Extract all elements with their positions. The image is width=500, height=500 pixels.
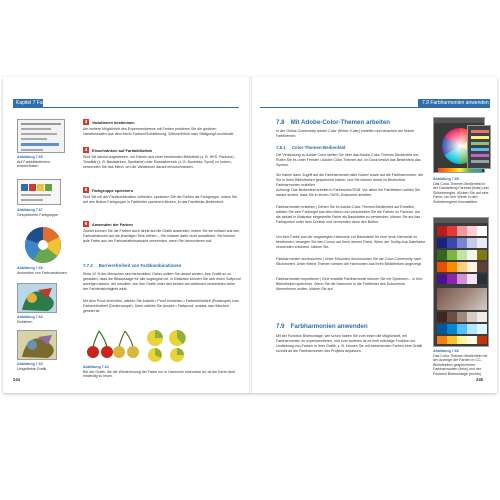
right-page [252, 77, 498, 393]
caption-fig-7-64: Abbildung 7.64 Bei der Grafik, die die Wiederholung der Farbe nur in Harmonie erkennbar ist, ist die Karte nicht eindeutig zu lesen. [83, 365, 236, 379]
right-running-head-text: 7.9 Farbharmonien anwenden [422, 100, 489, 106]
right-running-head [252, 99, 498, 108]
left-page-number: 244 [13, 377, 20, 382]
subsection-7-7-2-heading: 7.7.2 Barrierefreiheit von Farbkombinationen [83, 263, 182, 268]
step-4-marker: 4 [84, 147, 88, 152]
accessibility-body-2: Mit dem Proof einrichten, wählen Sie Ansicht • Proof einrichten • Farbenblindheit (Protanopie) bzw. Farbenblindheit (Deuteranopie). Dann wählen Sie Ansicht • Farbproof, sodass das Häkchen gesetzt ist. [83, 299, 240, 313]
step-3-marker: 3 [84, 119, 88, 124]
step-6-body: Zuletzt können Sie die Farben auch direkt auf die Grafik anwenden, indem Sie sie einfach aus den Farbvariationen auf die jeweiligen Teile ziehen – Sie müssen dafür nicht auswählen. Sie können jede Farbe aus der Farbvariationsansicht verwenden, wenn Sie harmonieren soll. [83, 229, 240, 243]
right-page-number: 245 [476, 377, 483, 382]
step-3-title: Variationen bestimmen [92, 120, 135, 125]
caption-fig-7-63: Abbildung 7.63 Umgefärbte Grafik [17, 362, 47, 371]
accessibility-body-1: Etwa 10 % der Menschen sind farbenblind. Daher sollten Sie darauf achten, Ihre Grafik so zu gestalten, dass die Bildaussage für alle zugänglich ist. In Illustrator können Sie sich einen Softproof anzeigen lassen, der simuliert, wie Ihre Grafik unter den beiden am weitesten verbreiteten Arten der Farbfehlsichtigkeit wirkt. [83, 272, 241, 291]
recolored-artwork [17, 330, 57, 360]
step-5-title: Farbgruppe speichern [92, 188, 134, 193]
section-7-8-intro: In der Online-Community Adobe Color (früher: Kuler) erstellen und tauschen die Nutzer Farbthemen. [276, 129, 415, 138]
panel-body-2: Sie haben dann Zugriff auf die Farbharmonien aller Nutzer sowie auf die Farbharmonien, die Sie in Ihren Bibliotheken gespeichert haben, und Sie können direkt im Bedienfeld Farbharmonien erstellen. [276, 173, 423, 187]
book-spread [3, 77, 497, 393]
caption-fig-7-65: Abbildung 7.65 Auf Farbbibliotheken einschränken [17, 155, 50, 169]
step-5-body: Sind Sie mit der Farbkombination zufrieden, speichern Sie die Farben als Farbgruppe, indem Sie auf den Button Farbgruppe in Farbfelder speichern klicken, in das Farbfelder-Bedienfeld. [83, 195, 238, 204]
section-7-9-body: Mit der Funktion Bildmontage, wie schon haben Sie zum einen die Möglichkeit, mit Farbharmonien zu experimentieren, und zum anderen ist es eine mächtige Funktion zur Umfärbung von Farben in Ihrer Grafik, z. B. können Sie mit bestehenden Farben eine Grafik schnell an die Farbharmonien des Projekts anpassen. [276, 334, 423, 353]
step-3-body: Am weitere Möglichkeit des Experimentierens mit Farben probieren Sie die gleichen Variationsarten aus dem Menü Farbton/Schattierung, Wärme/Kühle oder Sättigung/Leuchtkraft. [83, 127, 235, 136]
color-themes-library-panel [433, 217, 489, 347]
panel-body-4: Farbharmonien erstellen | Gehen Sie im Adobe-Color-Themen-Bedienfeld auf Erstellen, wählen Sie eine Farbregel aus dem Menü und verschieben Sie die Farben im Farbrad. Um die aktuell in Illustrator eingestellte Farbe als Basisfarbe zu verwenden, klicken Sie auf das Farbsymbol unter dem Dreieck und verwenden dann den Button. [276, 205, 421, 224]
recolor-original-artwork [17, 283, 57, 313]
left-running-head-text: Kapitel 7 Farbe [16, 100, 50, 106]
left-running-head [3, 99, 249, 108]
step-4-title: Einschränken auf Farbbibliothek [92, 148, 153, 153]
caption-fig-7-67: Abbildung 7.67 Gespeicherte Farbgruppe [17, 208, 58, 217]
step-6-marker: 6 [84, 221, 88, 226]
color-variations-wheel-figure [19, 225, 67, 265]
section-7-9-heading: 7.9 Farbharmonien anwenden [276, 323, 368, 330]
saved-color-group-screenshot [17, 179, 61, 205]
step-5-marker: 5 [84, 187, 88, 192]
color-themes-slider-panel [467, 125, 491, 169]
section-7-8-heading: 7.8 Mit Adobe-Color-Themen arbeiten [276, 119, 391, 126]
step-6-title: Anwenden der Farben [92, 222, 133, 227]
caption-fig-7-62: Abbildung 7.62 Einfärben [17, 315, 43, 324]
subsection-7-8-1-heading: 7.8.1 Color-Themen-Bedienfeld [276, 145, 346, 150]
caption-fig-7-65-right: Abbildung 7.65 Das Color-Themen-Bedienfeld in der Darstellung Farbrad (links) und Schieberegler. Klicken Sie auf eine Farbe, um ihre Werte in den Schiebereglern einzustellen. [433, 177, 489, 204]
left-page [3, 77, 249, 393]
caption-fig-7-66: Abbildung 7.66 Anwenden von Farbvariationen [17, 266, 67, 275]
panel-body-1: Die Verbindung zu Adobe Color stellen Sie über das Adobe-Color-Themen-Bedienfeld her. Rufen Sie es unter Fenster • Adobe Color-Themen auf. Im Dock besitzt das Bedienfeld das Symbol. [276, 153, 421, 167]
step-4-body: Sind Sie darauf angewiesen, nur Farben aus einer bestimmten Bibliothek (z. B. HKS, Pantone), Tonalität (z. B. Basisfarben, Spotfarbe) oder Einsatzbereich (z. B. Business, Sport) zu nutzen, verwenden Sie das Menü, um die Variationen darauf einzuschränken. [83, 155, 235, 169]
panel-body-5: Um eine Farbe aus der angezeigten Harmonie zur Basisfarbe für eine neue Harmonie zu bestimmen, bewegen Sie den Cursor auf ihren oberen Rand. Wenn der Tooltip Aus Dateifarbe verwenden erscheint, klicken Sie. [276, 235, 426, 249]
panel-body-3: Achtung! Das Bedienfeld arbeitet in Farbmodus RGB. Vor allem bei Farbfeldern sollten Sie darauf achten, dass Sie in einem CMYK-Dokument arbeiten. [276, 188, 421, 197]
color-blindness-proof-figure [85, 325, 195, 363]
caption-fig-7-66-right: Abbildung 7.66 Das Color-Themen-Bedienfeld mit der Anzeige der Farben in CC-Bibliotheken gespeicherter Farbharmonien (links) und der Funktion Bildmontage (rechts). [433, 349, 488, 376]
color-library-menu-screenshot [17, 119, 65, 153]
panel-body-7: Farbharmonien importieren | Eine erstellte Farbharmonie können Sie mit Speichern... in Ihre Bibliotheken speichern. Wenn Sie die Harmonie in die Farbfelder des Dokuments übernehmen wollen, klicken Sie auf. [276, 277, 423, 291]
panel-body-6: Farbharmonien durchsuchen | Unter Erkunden durchsuchen Sie die Color-Community nach Stichworten. Unter Meine Themen werden die Harmonien aus Ihren Bibliotheken angezeigt. [276, 257, 422, 266]
